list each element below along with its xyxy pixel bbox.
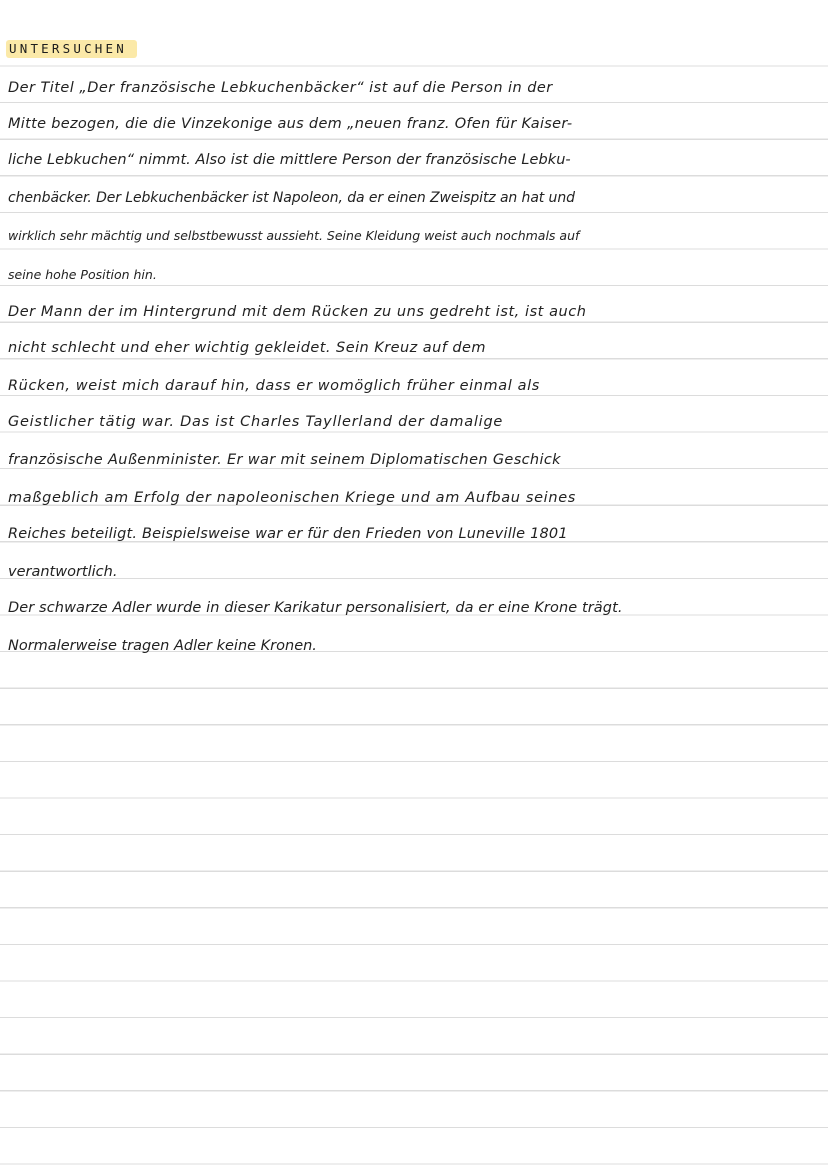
section-heading-highlight: UNTERSUCHEN: [6, 40, 137, 58]
text-line: wirklich sehr mächtig und selbstbewusst aussieht. Seine Kleidung weist auch nochmals auf: [8, 228, 580, 243]
text-line: Normalerweise tragen Adler keine Kronen.: [8, 638, 317, 654]
text-line: Rücken, weist mich darauf hin, dass er womöglich früher einmal als: [8, 378, 540, 394]
text-line: maßgeblich am Erfolg der napoleonischen Kriege und am Aufbau seines: [8, 490, 576, 506]
text-line: liche Lebkuchen“ nimmt. Also ist die mittlere Person der französische Lebku-: [8, 152, 571, 168]
text-line: Der Titel „Der französische Lebkuchenbäcker“ ist auf die Person in der: [8, 80, 553, 96]
text-line: Der Mann der im Hintergrund mit dem Rücken zu uns gedreht ist, ist auch: [8, 304, 587, 320]
text-line: Geistlicher tätig war. Das ist Charles Tayllerland der damalige: [8, 414, 504, 430]
text-line: nicht schlecht und eher wichtig gekleidet. Sein Kreuz auf dem: [8, 340, 486, 356]
text-line: Der schwarze Adler wurde in dieser Karikatur personalisiert, da er eine Krone trägt.: [8, 600, 623, 616]
text-line: verantwortlich.: [8, 564, 118, 580]
text-line: chenbäcker. Der Lebkuchenbäcker ist Napoleon, da er einen Zweispitz an hat und: [8, 190, 575, 206]
text-line: seine hohe Position hin.: [8, 267, 157, 282]
text-line: Mitte bezogen, die die Vinzekonige aus dem „neuen franz. Ofen für Kaiser-: [8, 116, 573, 132]
text-line: französische Außenminister. Er war mit seinem Diplomatischen Geschick: [8, 452, 561, 468]
text-line: Reiches beteiligt. Beispielsweise war er für den Frieden von Luneville 1801: [8, 526, 568, 542]
